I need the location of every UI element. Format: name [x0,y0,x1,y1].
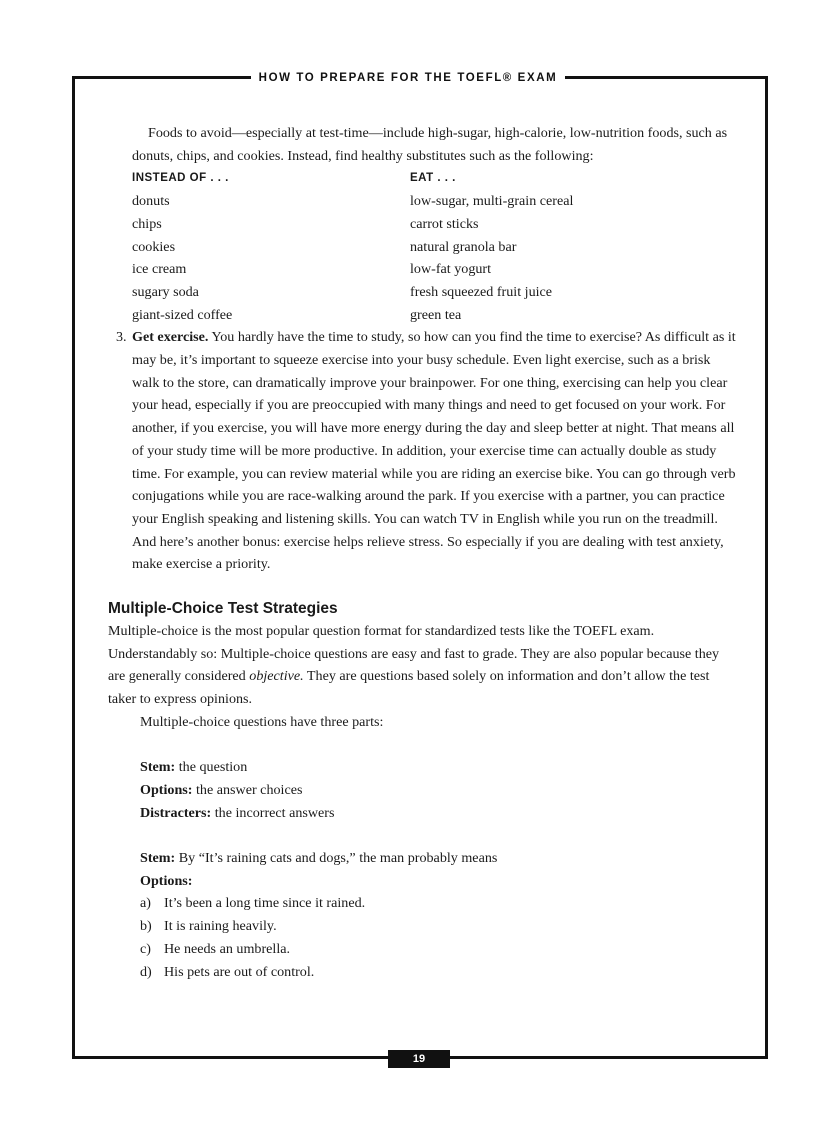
spacer [108,824,736,847]
option-item [108,938,736,961]
part-definition [108,802,736,825]
option-text: It is raining heavily. [164,918,277,935]
col-header-instead: INSTEAD OF . . . [132,172,229,185]
option-item [108,915,736,938]
table-cell-eat: carrot sticks [410,215,479,232]
part-definition [108,779,736,802]
example-stem-label: Stem: [140,850,176,867]
col-header-eat: EAT . . . [410,172,456,185]
list-item-number: 3. [116,329,127,346]
part-label: Distracters: [140,804,212,821]
part-definition [108,756,736,779]
section-paragraph-2: Multiple-choice questions have three parts: [140,713,384,730]
part-text: the incorrect answers [211,804,335,821]
frame-right-rule [765,76,768,1059]
option-letter: d) [140,963,152,980]
table-cell-instead: cookies [132,238,176,255]
option-item [108,892,736,915]
table-cell-instead: chips [132,215,162,232]
para1-part-b: They are questions based solely on information and don’t allow the test taker to express opinions. [108,668,710,708]
list-item-get-exercise [108,326,736,576]
page-number: 19 [388,1050,450,1068]
example-stem [108,847,736,870]
frame-left-rule [72,76,75,1059]
table-cell-eat: natural granola bar [410,238,517,255]
foods-block [108,122,736,326]
section-paragraph-1 [108,620,736,711]
list-item-text: You hardly have the time to study, so how can you find the time to exercise? As difficult as it may be, it’s important to squeeze exercise into your busy schedule. Even light exercise, such as a brisk walk to the store, can dramatically improve your brainpower. For one thing, exercising can help you clear your head, especially if you are preoccupied with many things and need to get focused on your work. For another, if you exercise, you will have more energy during the day and sleep better at night. That means all of your study time will be more productive. In addition, your exercise time can actually double as study time. For example, you can review material while you are riding an exercise bike. You can go through verb conjugations while you are race-walking around the park. If you exercise with a partner, you can practice your English speaking and listening skills. You can watch TV in English while you run on the treadmill. And here’s another bonus: exercise helps relieve stress. So especially if you are dealing with test anxiety, make exercise a priority. [132,329,736,573]
example-stem-text: By “It’s raining cats and dogs,” the man probably means [175,850,498,867]
part-label: Options: [140,781,193,798]
table-cell-instead: sugary soda [132,283,199,300]
spacer [108,734,736,757]
header-title: HOW TO PREPARE FOR THE TOEFL® EXAM [251,72,566,84]
list-item-title: Get exercise. [132,329,209,346]
example-options-label [108,870,736,893]
para1-emphasis: objective. [249,668,304,685]
table-cell-instead: donuts [132,193,170,210]
table-cell-eat: fresh squeezed fruit juice [410,283,553,300]
para1-part-a: Multiple-choice is the most popular question format for standardized tests like the TOEFL exam. Understandably so: Multiple-choice questions are easy and fast to grade. They are also popular because they are generally considered [108,623,720,685]
part-label: Stem: [140,759,176,776]
option-letter: a) [140,895,151,912]
option-text: It’s been a long time since it rained. [164,895,366,912]
option-item [108,961,736,984]
table-cell-eat: low-fat yogurt [410,261,492,278]
table-cell-eat: low-sugar, multi-grain cereal [410,193,574,210]
part-text: the answer choices [192,781,303,798]
option-letter: b) [140,918,152,935]
table-cell-instead: ice cream [132,261,187,278]
option-text: He needs an umbrella. [164,940,291,957]
option-letter: c) [140,940,151,957]
options-label: Options: [140,872,193,889]
page-content [108,122,736,983]
option-text: His pets are out of control. [164,963,315,980]
table-cell-eat: green tea [410,306,462,323]
running-header [0,68,816,86]
food-substitutes-table [132,167,736,326]
part-text: the question [175,759,248,776]
table-cell-instead: giant-sized coffee [132,306,233,323]
foods-intro: Foods to avoid—especially at test-time—include high-sugar, high-calorie, low-nutrition foods, such as donuts, chips, and cookies. Instead, find healthy substitutes such as the following: [132,125,728,164]
section-heading: Multiple-Choice Test Strategies [108,600,338,618]
